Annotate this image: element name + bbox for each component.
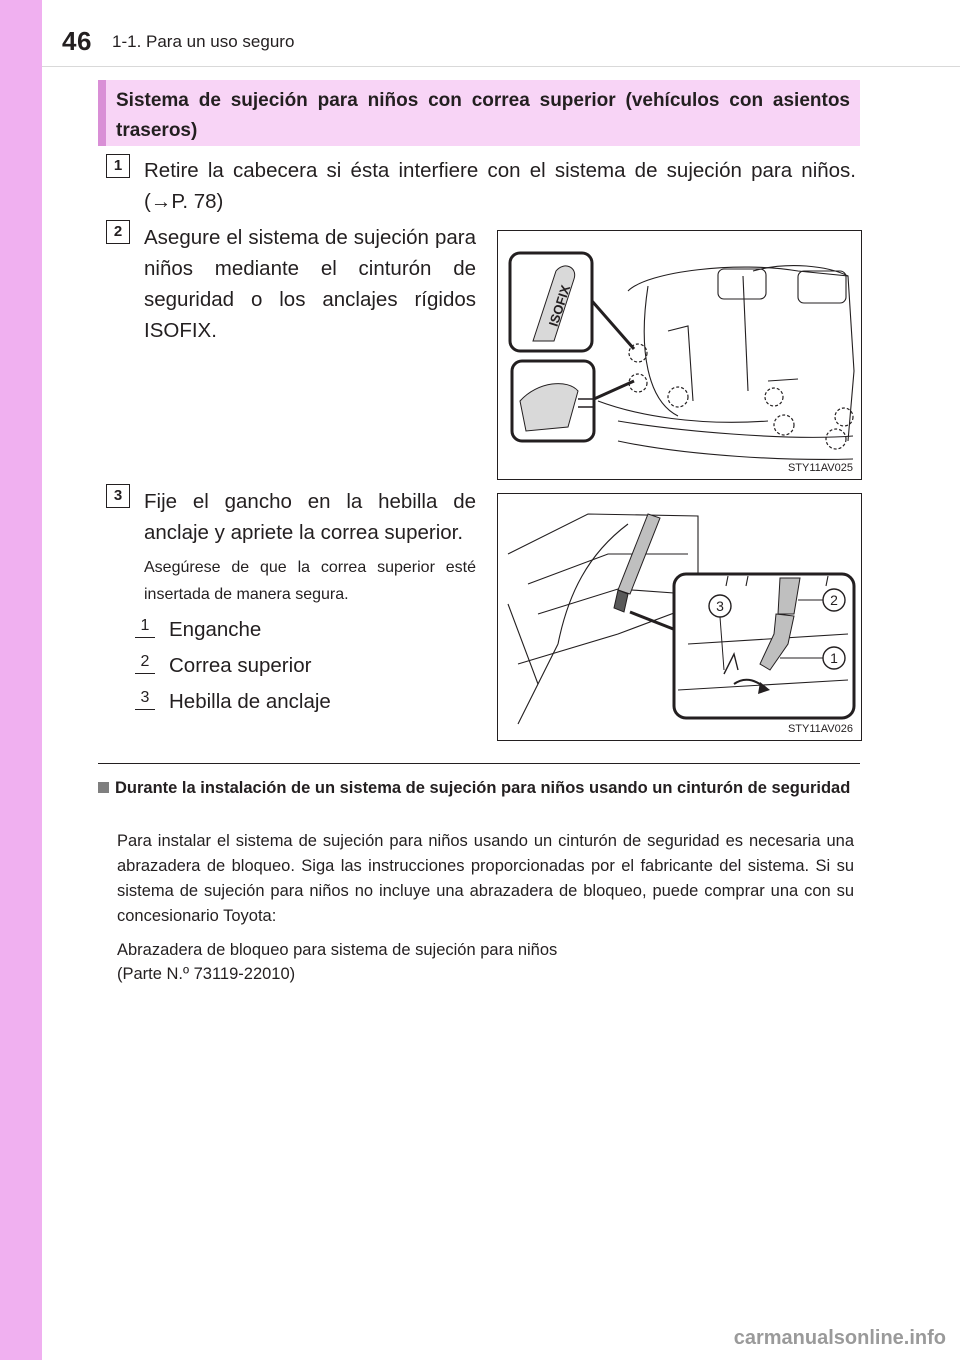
section-heading-box xyxy=(98,80,860,146)
header-divider xyxy=(42,66,960,67)
figure-code: STY11AV025 xyxy=(787,462,853,474)
part-2-label: Correa superior xyxy=(169,654,312,677)
step-1-badge: 1 xyxy=(106,154,130,178)
part-1-number: 1 xyxy=(135,615,155,638)
step-3-badge: 3 xyxy=(106,484,130,508)
part-1-label: Enganche xyxy=(169,618,262,641)
breadcrumb: 1-1. Para un uso seguro xyxy=(112,32,295,51)
note-part-line-1: Abrazadera de bloqueo para sistema de sujeción para niños xyxy=(117,941,558,959)
note-heading xyxy=(98,776,860,801)
part-3-number: 3 xyxy=(135,687,155,710)
callout-3: 3 xyxy=(716,598,724,614)
page-number: 46 xyxy=(62,26,92,56)
section-title: Sistema de sujeción para niños con correa superior (vehículos con asientos traseros) xyxy=(116,90,850,141)
callout-2: 2 xyxy=(830,592,838,608)
step-2-badge: 2 xyxy=(106,220,130,244)
seat-isofix-illustration xyxy=(498,231,861,479)
top-tether-illustration xyxy=(498,494,861,740)
figure-top-tether xyxy=(497,493,862,741)
bullet-square-icon xyxy=(98,782,109,793)
figure-isofix-anchors xyxy=(497,230,862,480)
part-3-label: Hebilla de anclaje xyxy=(169,690,331,713)
step-3-text: Fije el gancho en la hebilla de anclaje y apriete la correa superior. xyxy=(144,490,476,544)
step-1-text: Retire la cabecera si ésta interfiere con el sistema de sujeción para niños. (→P. 78) xyxy=(144,159,856,213)
watermark: carmanualsonline.info xyxy=(733,1327,946,1349)
figure-code: STY11AV026 xyxy=(787,723,853,735)
note-heading-text: Durante la instalación de un sistema de sujeción para niños usando un cinturón de seguridad xyxy=(115,779,851,797)
step-2-text: Asegure el sistema de sujeción para niños mediante el cinturón de seguridad o los anclajes rígidos ISOFIX. xyxy=(144,226,476,342)
page-margin-tab xyxy=(0,0,42,1360)
step-3-note: Asegúrese de que la correa superior esté insertada de manera segura. xyxy=(144,559,476,603)
note-part-line-2: (Parte N.º 73119-22010) xyxy=(117,965,296,983)
note-body: Para instalar el sistema de sujeción para niños usando un cinturón de seguridad es necesaria una abrazadera de bloqueo. Siga las instrucciones proporcionadas por el fabricante del sistema. Si su sistema de sujeción para niños no incluye una abrazadera de bloqueo, puede comprar una con su concesionario Toyota: xyxy=(117,832,854,925)
callout-1: 1 xyxy=(830,650,838,666)
part-2-number: 2 xyxy=(135,651,155,674)
section-divider xyxy=(98,763,860,764)
isofix-tag-text: ISOFIX xyxy=(545,283,574,329)
